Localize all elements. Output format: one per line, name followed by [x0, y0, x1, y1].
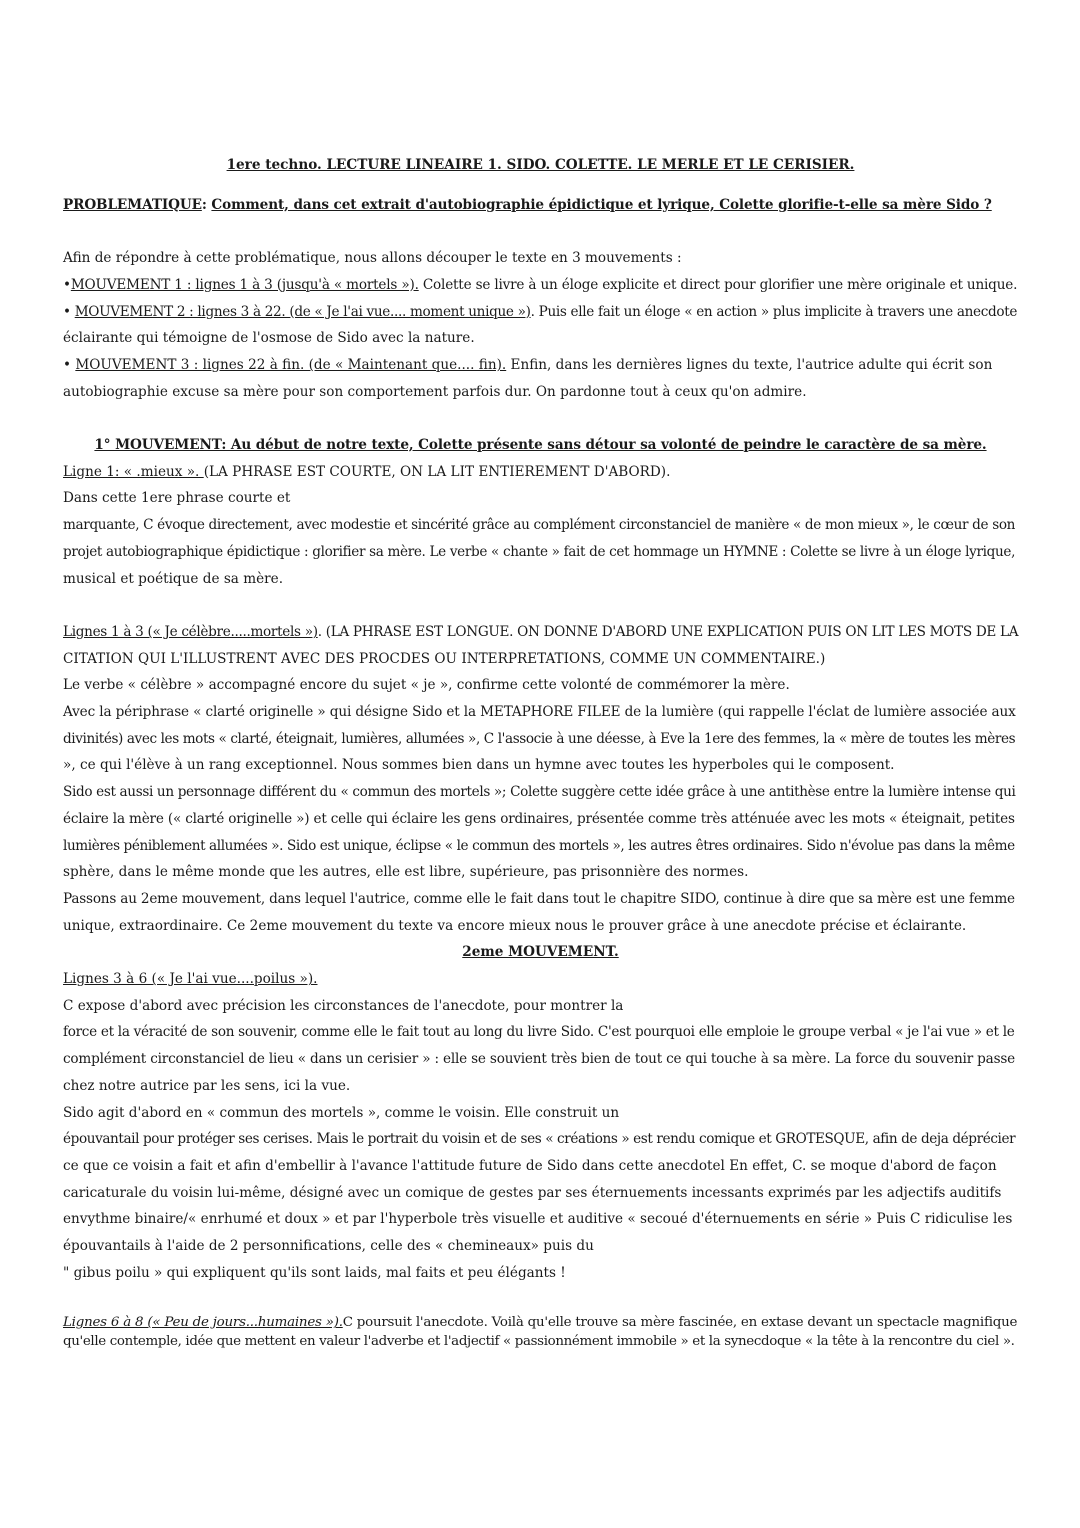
mouvement-2-item	[63, 299, 1018, 326]
paragraph-line: C expose d'abord avec précision les circonstances de l'anecdote, pour montrer la	[63, 997, 624, 1014]
lignes-3-6-reference: Lignes 3 à 6 (« Je l'ai vue....poilus »).	[63, 971, 318, 988]
paragraph-line: épouvantail pour protéger ses cerises. Mais le portrait du voisin et de ses « créations » est rendu comique et GROTESQUE, afin de deja déprécier	[63, 1131, 1016, 1148]
paragraph-line: marquante, C évoque directement, avec modestie et sincérité grâce au complément circonstanciel de manière « de mon mieux », le cœur de son	[63, 517, 1016, 534]
paragraph-line: Passons au 2eme mouvement, dans lequel l'autrice, comme elle le fait dans tout le chapitre SIDO, continue à dire que sa mère est une femme	[63, 890, 1015, 907]
lignes-1-3-ref: Lignes 1 à 3 (« Je célèbre.....mortels »)	[63, 623, 318, 640]
mouvement-1-heading: 1° MOUVEMENT: Au début de notre texte, Colette présente sans détour sa volonté de peindre le caractère de sa mère.	[94, 437, 987, 453]
lignes-6-8-paragraph	[63, 1313, 1018, 1332]
document-page	[63, 152, 1018, 1351]
problematique	[63, 192, 1018, 219]
bullet: •	[63, 276, 71, 293]
lignes-1-3-note: . (LA PHRASE EST LONGUE. ON DONNE D'ABORD UNE EXPLICATION PUIS ON LIT LES MOTS DE LA	[317, 623, 1019, 640]
lignes-6-8-ref: Lignes 6 à 8 (« Peu de jours...humaines »).	[63, 1315, 343, 1331]
mouvement-2-label: MOUVEMENT 2 : lignes 3 à 22. (de « Je l'ai vue.... moment unique »)	[74, 303, 531, 320]
paragraph-line: Sido agit d'abord en « commun des mortels », comme le voisin. Elle construit un	[63, 1104, 620, 1121]
mouvement-3-text: Enfin, dans les dernières lignes du texte, l'autrice adulte qui écrit son	[506, 356, 993, 373]
paragraph-line: éclaire la mère (« clarté originelle ») et celle qui éclaire les gens ordinaires, présentée comme très atténuée avec les mots « éteignait, petites	[63, 810, 1015, 827]
paragraph-line: projet autobiographique épidictique : glorifier sa mère. Le verbe « chante » fait de cet hommage un HYMNE : Colette se livre à un éloge lyrique,	[63, 543, 1016, 560]
paragraph-line: », ce qui l'élève à un rang exceptionnel. Nous sommes bien dans un hymne avec toutes les hyperboles qui le composent.	[63, 757, 895, 774]
mouvement-3-item	[63, 352, 1018, 379]
lignes-6-8-text: C poursuit l'anecdote. Voilà qu'elle trouve sa mère fascinée, en extase devant un spectacle magnifique	[342, 1315, 1018, 1331]
paragraph-line: " gibus poilu » qui expliquent qu'ils sont laids, mal faits et peu élégants !	[63, 1264, 566, 1281]
lignes-6-8-text-cont: qu'elle contemple, idée que mettent en valeur l'adverbe et l'adjectif « passionnément immobile » et la synecdoque « la tête à la rencontre du ciel ».	[63, 1334, 1015, 1350]
paragraph-line: Avec la périphrase « clarté originelle » qui désigne Sido et la METAPHORE FILEE de la lumière (qui rappelle l'éclat de lumière associée aux	[63, 704, 1016, 721]
paragraph-line: lumières péniblement allumées ». Sido est unique, éclipse « le commun des mortels », les autres êtres ordinaires. Sido n'évolue pas dans la même	[63, 837, 1015, 854]
mouvement-2-text-cont: éclairante qui témoigne de l'osmose de Sido avec la nature.	[63, 330, 475, 347]
paragraph-line: divinités) avec les mots « clarté, éteignait, lumières, allumées », C l'associe à une déesse, à Eve la 1ere des femmes, la « mère de toutes les mères	[63, 730, 1016, 747]
bullet: •	[63, 303, 75, 320]
mouvement-1-text: Colette se livre à un éloge explicite et direct pour glorifier une mère originale et unique.	[418, 276, 1018, 293]
mouvement-2-text: . Puis elle fait un éloge « en action » plus implicite à travers une anecdote	[530, 303, 1018, 320]
paragraph-line: musical et poétique de sa mère.	[63, 570, 284, 587]
mouvement-1-item	[63, 272, 1018, 299]
paragraph-line: sphère, dans le même monde que les autres, elle est libre, supérieure, pas prisonnière des normes.	[63, 864, 749, 881]
paragraph-line: caricaturale du voisin lui-même, désigné avec un comique de gestes par ses éternuements incessants exprimés par les adjectifs auditifs	[63, 1184, 1002, 1201]
paragraph-line: unique, extraordinaire. Ce 2eme mouvement du texte va encore mieux nous le prouver grâce à une anecdote précise et éclairante.	[63, 917, 967, 934]
problematique-label: PROBLEMATIQUE	[63, 196, 202, 213]
problematique-separator: :	[201, 196, 212, 213]
lignes-1-3-reference	[63, 619, 1018, 646]
mouvement-3-label: MOUVEMENT 3 : lignes 22 à fin. (de « Maintenant que.... fin).	[75, 356, 507, 373]
lignes-1-3-note-cont: CITATION QUI L'ILLUSTRENT AVEC DES PROCDES OU INTERPRETATIONS, COMME UN COMMENTAIRE.)	[63, 650, 826, 667]
ligne-1-note: (LA PHRASE EST COURTE, ON LA LIT ENTIEREMENT D'ABORD).	[203, 463, 671, 480]
paragraph-line: chez notre autrice par les sens, ici la vue.	[63, 1077, 351, 1094]
ligne-1-reference	[63, 459, 1018, 486]
paragraph-line: Dans cette 1ere phrase courte et	[63, 490, 291, 507]
paragraph-line: envythme binaire/« enrhumé et doux » et par l'hyperbole très visuelle et auditive « secoué d'éternuements en série » Puis C ridiculise les	[63, 1211, 1013, 1228]
mouvement-3-text-cont: autobiographie excuse sa mère pour son comportement parfois dur. On pardonne tout à ceux qu'on admire.	[63, 383, 807, 400]
paragraph-line: Le verbe « célèbre » accompagné encore du sujet « je », confirme cette volonté de commémorer la mère.	[63, 677, 790, 694]
ligne-1-ref: Ligne 1: « .mieux ».	[63, 463, 204, 480]
paragraph-line: complément circonstanciel de lieu « dans un cerisier » : elle se souvient très bien de tout ce qui touche à sa mère. La force du souvenir passe	[63, 1051, 1015, 1068]
bullet: •	[63, 356, 76, 373]
document-title: 1ere techno. LECTURE LINEAIRE 1. SIDO. COLETTE. LE MERLE ET LE CERISIER.	[226, 157, 855, 173]
intro-text: Afin de répondre à cette problématique, nous allons découper le texte en 3 mouvements :	[63, 250, 682, 267]
paragraph-line: Sido est aussi un personnage différent du « commun des mortels »; Colette suggère cette idée grâce à une antithèse entre la lumière intense qui	[63, 784, 1016, 801]
mouvement-2-heading: 2eme MOUVEMENT.	[462, 944, 619, 961]
paragraph-line: force et la véracité de son souvenir, comme elle le fait tout au long du livre Sido. C'est pourquoi elle emploie le groupe verbal « je l'ai vue » et le	[63, 1024, 1015, 1041]
paragraph-line: épouvantails à l'aide de 2 personnifications, celle des « chemineaux» puis du	[63, 1238, 594, 1255]
paragraph-line: ce que ce voisin a fait et afin d'embellir à l'avance l'attitude future de Sido dans cette anecdotel En effet, C. se moque d'abord de façon	[63, 1157, 997, 1174]
problematique-question: Comment, dans cet extrait d'autobiographie épidictique et lyrique, Colette glorifie-t-elle sa mère Sido ?	[211, 196, 992, 213]
mouvement-1-label: MOUVEMENT 1 : lignes 1 à 3 (jusqu'à « mortels »).	[70, 276, 419, 293]
